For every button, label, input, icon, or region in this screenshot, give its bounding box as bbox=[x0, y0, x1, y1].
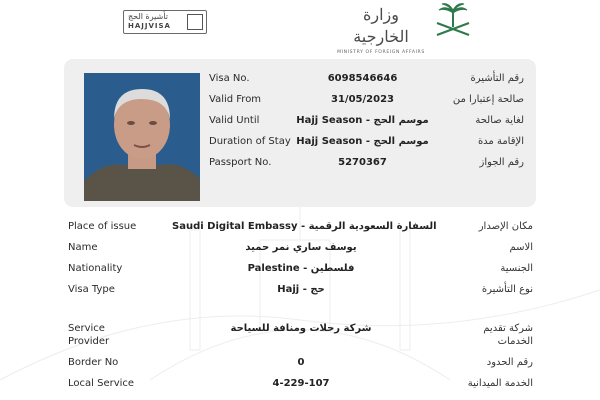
place-of-issue-label: Place of issue bbox=[68, 221, 137, 232]
passport-photo bbox=[84, 73, 200, 201]
hajj-logo-mark-icon bbox=[187, 14, 203, 30]
name-label: Name bbox=[68, 242, 98, 253]
portrait-image bbox=[84, 73, 200, 201]
border-number-value: 0 bbox=[297, 357, 305, 368]
hajj-logo-arabic: تأشيرة الحج bbox=[128, 12, 168, 21]
passport-number-label: Passport No. bbox=[209, 157, 272, 168]
visa-type-label-arabic: نوع التأشيرة bbox=[481, 284, 533, 295]
service-provider-label: Service Provider bbox=[68, 323, 110, 347]
border-number-label-arabic: رقم الحدود bbox=[486, 357, 533, 368]
nationality-label: Nationality bbox=[68, 263, 123, 274]
saudi-emblem-icon bbox=[429, 1, 477, 39]
valid-until-value: Hajj Season - موسم الحج bbox=[296, 115, 429, 126]
valid-until-label-arabic: لغاية صالحة bbox=[475, 115, 524, 126]
ministry-name-english: MINISTRY OF FOREIGN AFFAIRS bbox=[337, 50, 425, 55]
ministry-logo bbox=[334, 4, 428, 55]
duration-of-stay-label: Duration of Stay bbox=[209, 136, 291, 147]
nationality-label-arabic: الجنسية bbox=[500, 263, 533, 274]
passport-number-label-arabic: رقم الجواز bbox=[479, 157, 524, 168]
visa-type-label: Visa Type bbox=[68, 284, 115, 295]
service-provider-label-arabic: شركة تقديم الخدمات bbox=[483, 323, 533, 347]
place-of-issue-value: Saudi Digital Embassy - السفارة السعودية الرقمية bbox=[172, 221, 437, 232]
place-of-issue-label-arabic: مكان الإصدار bbox=[478, 221, 533, 232]
duration-of-stay-value: Hajj Season - موسم الحج bbox=[296, 136, 429, 147]
valid-from-value: 31/05/2023 bbox=[331, 94, 394, 105]
local-service-value: 4-229-107 bbox=[272, 378, 330, 389]
valid-from-label-arabic: صالحة إعتبارا من bbox=[452, 94, 524, 105]
border-number-label: Border No bbox=[68, 357, 119, 368]
local-service-label: Local Service bbox=[68, 378, 135, 389]
hajj-logo-english: HAJJVISA bbox=[128, 22, 171, 30]
visa-number-label-arabic: رقم التأشيرة bbox=[470, 73, 524, 84]
duration-of-stay-label-arabic: الإقامة مدة bbox=[477, 136, 524, 147]
name-label-arabic: الاسم bbox=[509, 242, 533, 253]
valid-from-label: Valid From bbox=[209, 94, 262, 105]
name-value: يوسف ساري نمر حميد bbox=[245, 242, 357, 253]
visa-number-value: 6098546646 bbox=[327, 73, 398, 84]
passport-number-value: 5270367 bbox=[338, 157, 387, 168]
local-service-label-arabic: الخدمة الميدانية bbox=[467, 378, 533, 389]
visa-type-value: Hajj - حج bbox=[277, 284, 325, 295]
valid-until-label: Valid Until bbox=[209, 115, 260, 126]
hajj-visa-logo bbox=[123, 10, 207, 34]
nationality-value: Palestine - فلسطين bbox=[247, 263, 355, 274]
visa-number-label: Visa No. bbox=[209, 73, 250, 84]
ministry-name-arabic: وزارة الخارجية bbox=[353, 5, 409, 46]
service-provider-value: شركة رحلات ومنافة للسياحة bbox=[230, 323, 372, 334]
